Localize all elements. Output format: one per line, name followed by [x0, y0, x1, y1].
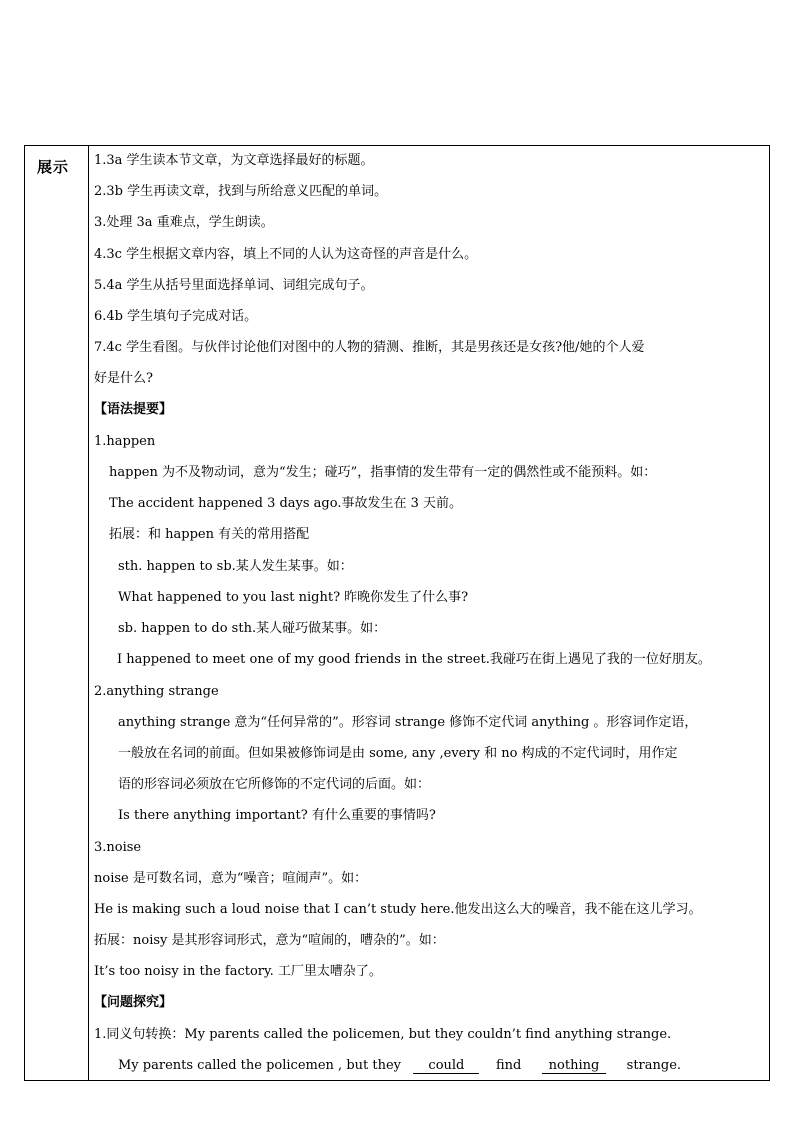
noise-definition: noise 是可数名词，意为“噪音；喧闹声”。如：: [94, 871, 368, 886]
happen-collocation-2-example: I happened to meet one of my good friends in the street.我碰巧在街上遇见了我的一位好朋友。: [117, 652, 711, 667]
step-3: 3.处理 3a 重难点，学生朗读。: [94, 215, 274, 230]
step-7-continued: 好是什么?: [94, 371, 153, 386]
exercise-1-answer: [118, 1058, 681, 1074]
lesson-table: [24, 145, 770, 1081]
anything-strange-rule-2: 语的形容词必须放在它所修饰的不定代词的后面。如：: [118, 777, 431, 792]
step-6: 6.4b 学生填句子完成对话。: [94, 309, 258, 324]
section-label: 展示: [37, 158, 70, 176]
exercise-1-answer-part1: My parents called the policemen , but they: [118, 1058, 401, 1073]
happen-example: The accident happened 3 days ago.事故发生在 3 天前。: [109, 496, 463, 511]
anything-strange-rule-1: 一般放在名词的前面。但如果被修饰词是由 some, any ,every 和 no 构成的不定代词时，用作定: [118, 746, 678, 761]
answer-blank-could: could: [413, 1059, 479, 1074]
step-1: 1.3a 学生读本节文章，为文章选择最好的标题。: [94, 153, 374, 168]
noise-extension: 拓展：noisy 是其形容词形式，意为“喧闹的，嘈杂的”。如：: [94, 933, 445, 948]
happen-extension: 拓展：和 happen 有关的常用搭配: [109, 527, 310, 542]
noise-title: 3.noise: [94, 840, 142, 855]
exercise-1-prompt: 1.同义句转换：My parents called the policemen, but they couldn’t find anything strange.: [94, 1027, 672, 1042]
happen-definition: happen 为不及物动词，意为“发生；碰巧”，指事情的发生带有一定的偶然性或不能预料。如：: [109, 465, 657, 480]
step-4: 4.3c 学生根据文章内容，填上不同的人认为这奇怪的声音是什么。: [94, 247, 478, 262]
section-label-cell: [25, 146, 89, 1080]
happen-collocation-1: sth. happen to sb.某人发生某事。如：: [118, 559, 353, 574]
noise-example: He is making such a loud noise that I can’t study here.他发出这么大的噪音，我不能在这儿学习。: [94, 902, 702, 917]
exercise-1-answer-part2: find: [495, 1058, 522, 1073]
anything-strange-definition: anything strange 意为“任何异常的”。形容词 strange 修饰不定代词 anything 。形容词作定语，: [118, 715, 698, 730]
step-5: 5.4a 学生从括号里面选择单词、词组完成句子。: [94, 278, 374, 293]
grammar-heading: 【语法提要】: [94, 402, 173, 417]
answer-blank-nothing: nothing: [542, 1059, 606, 1074]
happen-collocation-1-example: What happened to you last night? 昨晚你发生了什么事?: [118, 590, 469, 605]
happen-collocation-2: sb. happen to do sth.某人碰巧做某事。如：: [118, 621, 387, 636]
happen-title: 1.happen: [94, 434, 156, 449]
step-7: 7.4c 学生看图。与伙伴讨论他们对图中的人物的猜测、推断，其是男孩还是女孩?他/她的个人爱: [94, 340, 645, 355]
exploration-heading: 【问题探究】: [94, 995, 173, 1010]
anything-strange-example: Is there anything important? 有什么重要的事情吗?: [118, 808, 436, 823]
noisy-example: It’s too noisy in the factory. 工厂里太嘈杂了。: [94, 964, 382, 979]
step-2: 2.3b 学生再读文章，找到与所给意义匹配的单词。: [94, 184, 388, 199]
anything-strange-title: 2.anything strange: [94, 684, 219, 699]
exercise-1-answer-part3: strange.: [626, 1058, 682, 1073]
section-content: [89, 146, 769, 1080]
